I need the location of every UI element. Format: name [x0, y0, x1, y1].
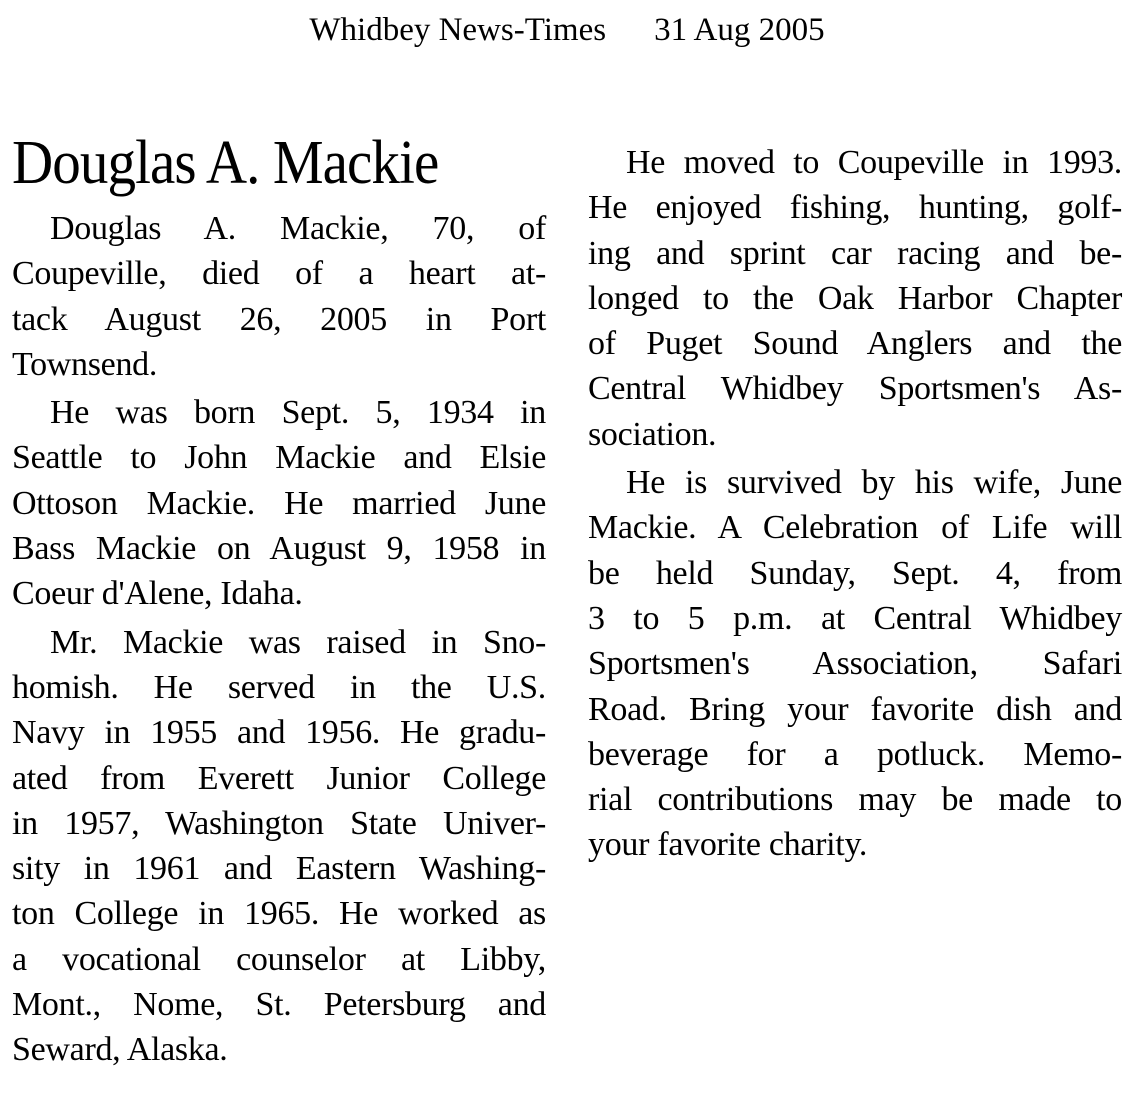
- text-line: longed to the Oak Harbor Chapter: [588, 279, 1122, 317]
- text-line: Sportsmen's Association, Safari: [588, 645, 1122, 683]
- text-line: your favorite charity.: [588, 826, 868, 864]
- text-line: sity in 1961 and Eastern Washing-: [12, 850, 546, 888]
- text-line: Ottoson Mackie. He married June: [12, 484, 546, 522]
- paragraph-3: [12, 620, 546, 1073]
- paragraph-1: [12, 206, 546, 387]
- obituary-headline: Douglas A. Mackie: [12, 129, 439, 197]
- right-column: [588, 140, 1122, 868]
- text-line: ated from Everett Junior College: [12, 759, 546, 797]
- text-line: He was born Sept. 5, 1934 in: [50, 394, 546, 432]
- text-line: beverage for a potluck. Memo-: [588, 735, 1122, 773]
- text-line: Seward, Alaska.: [12, 1031, 228, 1069]
- publication-date: 31 Aug 2005: [654, 12, 825, 48]
- text-line: He is survived by his wife, June: [626, 464, 1122, 502]
- text-line: of Puget Sound Anglers and the: [588, 325, 1122, 363]
- text-line: Mont., Nome, St. Petersburg and: [12, 986, 546, 1024]
- text-line: tack August 26, 2005 in Port: [12, 300, 546, 338]
- text-line: Bass Mackie on August 9, 1958 in: [12, 530, 546, 568]
- left-column: [12, 126, 546, 1073]
- text-line: 3 to 5 p.m. at Central Whidbey: [588, 599, 1122, 637]
- text-line: Road. Bring your favorite dish and: [588, 690, 1122, 728]
- text-line: ing and sprint car racing and be-: [588, 234, 1122, 272]
- text-line: Mr. Mackie was raised in Sno-: [50, 623, 546, 661]
- text-line: homish. He served in the U.S.: [12, 668, 546, 706]
- text-line: sociation.: [588, 415, 717, 453]
- text-line: Douglas A. Mackie, 70, of: [50, 210, 546, 247]
- text-line: rial contributions may be made to: [588, 781, 1122, 819]
- text-line: be held Sunday, Sept. 4, from: [588, 554, 1122, 592]
- text-line: Seattle to John Mackie and Elsie: [12, 439, 546, 477]
- paragraph-5: [588, 460, 1122, 868]
- masthead: [0, 10, 1134, 50]
- paragraph-2: [12, 390, 546, 616]
- text-line: Townsend.: [12, 345, 158, 383]
- text-line: Coupeville, died of a heart at-: [12, 255, 546, 293]
- publication-name: Whidbey News-Times: [309, 12, 607, 48]
- text-line: Central Whidbey Sportsmen's As-: [588, 370, 1122, 408]
- text-line: He enjoyed fishing, hunting, golf-: [588, 189, 1122, 227]
- text-line: in 1957, Washington State Univer-: [12, 804, 546, 842]
- text-line: He moved to Coupeville in 1993.: [626, 144, 1122, 181]
- text-line: Navy in 1955 and 1956. He gradu-: [12, 714, 546, 752]
- text-line: Mackie. A Celebration of Life will: [588, 509, 1122, 547]
- text-line: Coeur d'Alene, Idaha.: [12, 575, 303, 613]
- text-line: a vocational counselor at Libby,: [12, 940, 546, 978]
- paragraph-4: [588, 140, 1122, 457]
- text-line: ton College in 1965. He worked as: [12, 895, 546, 933]
